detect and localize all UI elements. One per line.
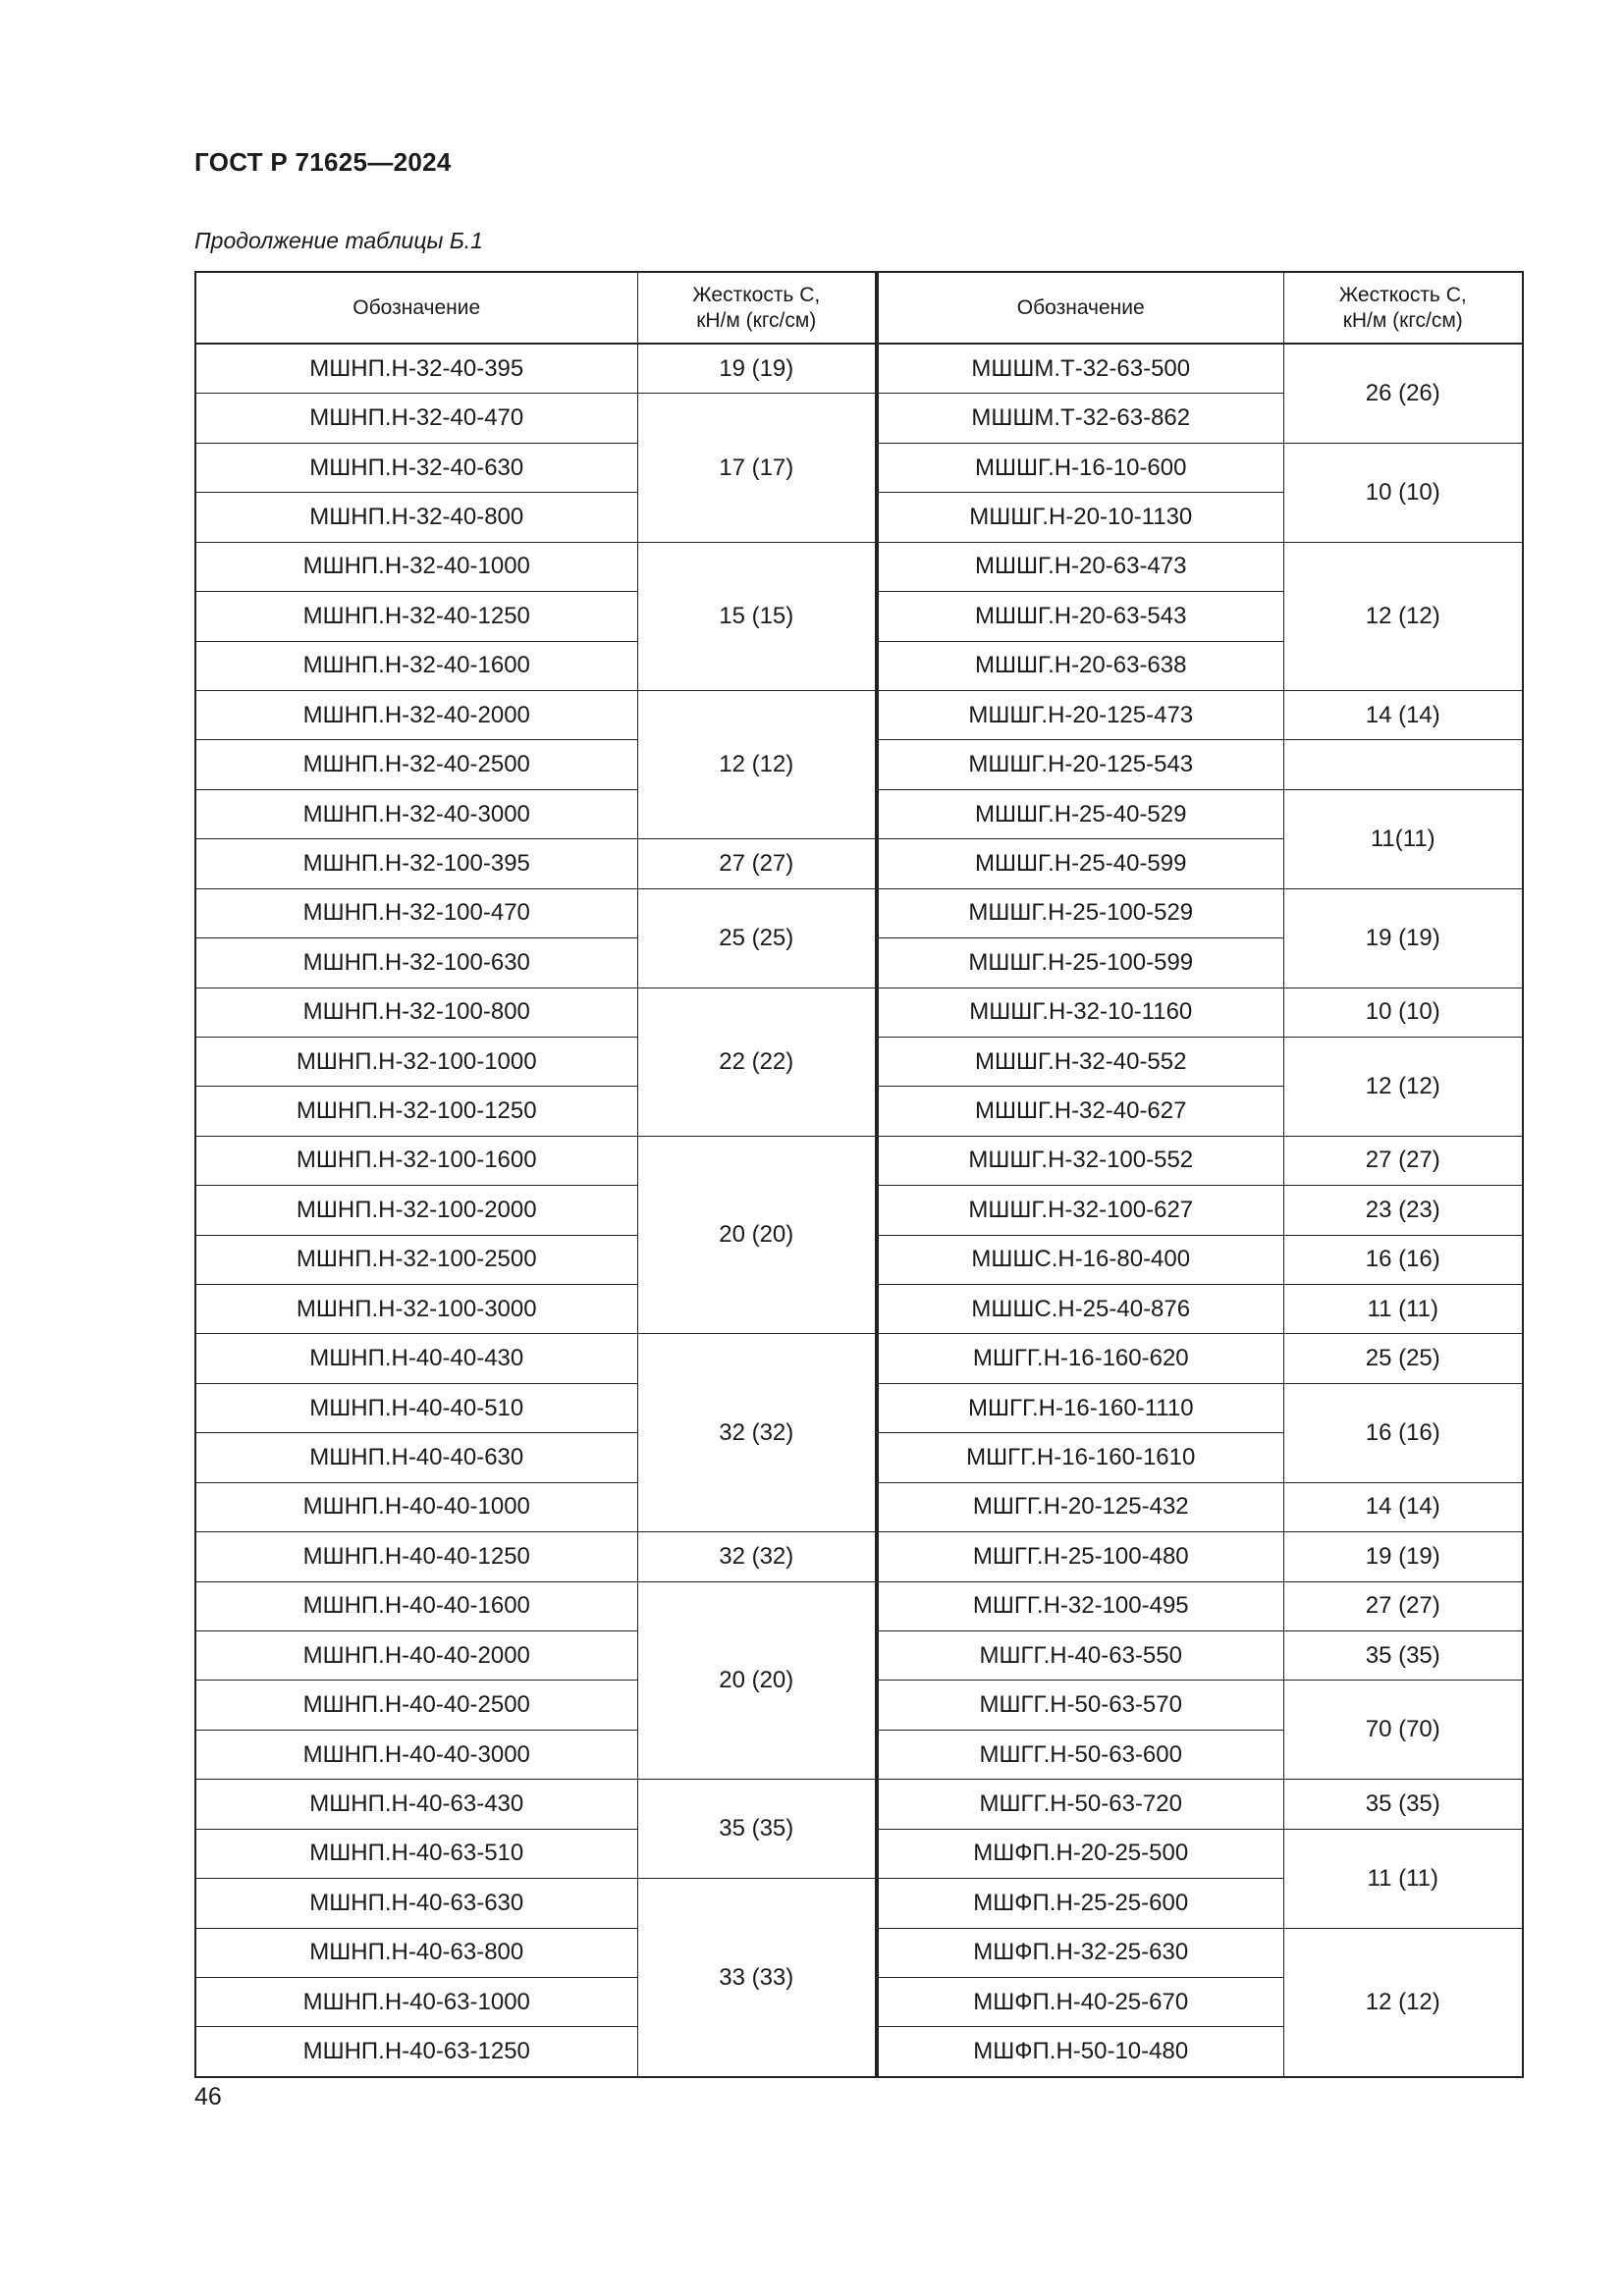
designation-cell: МШГГ.Н-20-125-432	[878, 1482, 1283, 1531]
designation-cell: МШГГ.Н-40-63-550	[878, 1630, 1283, 1680]
designation-cell: МШНП.Н-32-40-1250	[195, 592, 637, 641]
table-row	[195, 1334, 876, 1383]
table-row	[878, 740, 1523, 789]
stiffness-cell: 19 (19)	[1283, 888, 1523, 988]
designation-cell: МШНП.Н-40-40-3000	[195, 1730, 637, 1779]
table-row	[878, 1630, 1523, 1680]
stiffness-cell: 16 (16)	[1283, 1383, 1523, 1482]
designation-cell: МШШГ.Н-20-63-638	[878, 641, 1283, 690]
stiffness-cell: 32 (32)	[637, 1334, 876, 1532]
table-row	[878, 888, 1523, 937]
designation-cell: МШНП.Н-32-40-3000	[195, 789, 637, 838]
stiffness-cell: 20 (20)	[637, 1136, 876, 1334]
designation-cell: МШШГ.Н-25-40-529	[878, 789, 1283, 838]
designation-cell: МШШС.Н-16-80-400	[878, 1235, 1283, 1284]
designation-cell: МШГГ.Н-32-100-495	[878, 1581, 1283, 1630]
table-header-row	[878, 272, 1523, 344]
designation-cell: МШШГ.Н-25-40-599	[878, 839, 1283, 888]
stiffness-cell: 27 (27)	[1283, 1581, 1523, 1630]
table-row	[195, 988, 876, 1037]
table-row	[878, 1235, 1523, 1284]
table-row	[878, 690, 1523, 739]
page-number: 46	[194, 2083, 222, 2110]
designation-cell: МШНП.Н-40-63-1000	[195, 1977, 637, 2026]
designation-cell: МШНП.Н-32-40-1000	[195, 542, 637, 591]
designation-cell: МШНП.Н-32-40-2500	[195, 740, 637, 789]
designation-cell: МШГГ.Н-16-160-1610	[878, 1433, 1283, 1482]
table-row	[878, 1482, 1523, 1531]
table-row	[878, 988, 1523, 1037]
table-row	[878, 1681, 1523, 1730]
table-row	[878, 1383, 1523, 1432]
stiffness-cell: 27 (27)	[1283, 1136, 1523, 1185]
designation-cell: МШШГ.Н-32-100-627	[878, 1186, 1283, 1235]
document-header: ГОСТ Р 71625—2024	[194, 147, 452, 177]
column-header-stiffness	[637, 272, 876, 344]
table-row	[195, 690, 876, 739]
table-row	[195, 1879, 876, 1928]
designation-cell: МШНП.Н-40-40-1600	[195, 1581, 637, 1630]
designation-cell: МШШС.Н-25-40-876	[878, 1285, 1283, 1334]
stiffness-cell: 33 (33)	[637, 1879, 876, 2077]
designation-cell: МШНП.Н-40-63-630	[195, 1879, 637, 1928]
table-row	[878, 1581, 1523, 1630]
stiffness-cell: 25 (25)	[637, 888, 876, 988]
designation-cell: МШНП.Н-32-40-470	[195, 394, 637, 443]
designation-cell: МШНП.Н-32-100-470	[195, 888, 637, 937]
column-header-stiffness-line1: Жесткость С,	[1338, 284, 1467, 307]
stiffness-cell: 12 (12)	[1283, 1037, 1523, 1136]
table-row	[878, 1829, 1523, 1878]
designation-cell: МШНП.Н-40-63-510	[195, 1829, 637, 1878]
stiffness-cell: 14 (14)	[1283, 1482, 1523, 1531]
designation-cell: МШНП.Н-32-100-1250	[195, 1087, 637, 1136]
designation-cell: МШШГ.Н-25-100-599	[878, 938, 1283, 988]
designation-cell: МШНП.Н-32-100-3000	[195, 1285, 637, 1334]
designation-cell: МШШГ.Н-25-100-529	[878, 888, 1283, 937]
table-row	[195, 542, 876, 591]
table-row	[878, 789, 1523, 838]
stiffness-cell: 15 (15)	[637, 542, 876, 690]
stiffness-cell: 25 (25)	[1283, 1334, 1523, 1383]
designation-cell: МШНП.Н-32-100-395	[195, 839, 637, 888]
stiffness-cell: 11 (11)	[1283, 1285, 1523, 1334]
designation-cell: МШГГ.Н-50-63-720	[878, 1780, 1283, 1829]
designation-cell: МШФП.Н-32-25-630	[878, 1928, 1283, 1977]
stiffness-cell: 26 (26)	[1283, 344, 1523, 443]
designation-cell: МШНП.Н-40-40-630	[195, 1433, 637, 1482]
designation-cell: МШНП.Н-40-40-510	[195, 1383, 637, 1432]
designation-cell: МШШМ.Т-32-63-862	[878, 394, 1283, 443]
designation-cell: МШШГ.Н-16-10-600	[878, 443, 1283, 492]
designation-cell: МШШГ.Н-32-40-627	[878, 1087, 1283, 1136]
designation-cell: МШШГ.Н-32-40-552	[878, 1037, 1283, 1086]
table-row	[878, 1037, 1523, 1086]
designation-cell: МШШГ.Н-20-63-473	[878, 542, 1283, 591]
designation-cell: МШНП.Н-40-40-430	[195, 1334, 637, 1383]
table-row	[195, 1136, 876, 1185]
stiffness-cell: 70 (70)	[1283, 1681, 1523, 1780]
designation-cell: МШФП.Н-40-25-670	[878, 1977, 1283, 2026]
designation-cell: МШНП.Н-32-100-800	[195, 988, 637, 1037]
column-header-stiffness	[1283, 272, 1523, 344]
table-row	[878, 1334, 1523, 1383]
stiffness-cell: 11(11)	[1283, 789, 1523, 888]
stiffness-cell: 35 (35)	[1283, 1630, 1523, 1680]
designation-cell: МШШГ.Н-20-125-543	[878, 740, 1283, 789]
stiffness-cell: 12 (12)	[637, 690, 876, 838]
table-row	[195, 839, 876, 888]
column-header-designation: Обозначение	[878, 272, 1283, 344]
table-row	[195, 394, 876, 443]
designation-cell: МШШГ.Н-20-125-473	[878, 690, 1283, 739]
designation-cell: МШНП.Н-32-100-1600	[195, 1136, 637, 1185]
table-left-half	[194, 271, 877, 2078]
stiffness-cell: 11 (11)	[1283, 1829, 1523, 1928]
designation-cell: МШНП.Н-40-40-1000	[195, 1482, 637, 1531]
designation-cell: МШНП.Н-32-100-630	[195, 938, 637, 988]
designation-cell: МШНП.Н-40-63-1250	[195, 2027, 637, 2077]
stiffness-cell: 19 (19)	[1283, 1532, 1523, 1581]
table-row	[195, 1780, 876, 1829]
designation-cell: МШШМ.Т-32-63-500	[878, 344, 1283, 394]
designation-cell: МШНП.Н-32-100-2000	[195, 1186, 637, 1235]
designation-cell: МШНП.Н-40-63-800	[195, 1928, 637, 1977]
designation-cell: МШГГ.Н-16-160-1110	[878, 1383, 1283, 1432]
table-row	[878, 344, 1523, 394]
stiffness-cell: 20 (20)	[637, 1581, 876, 1780]
column-header-stiffness-line2: кН/м (кгс/см)	[696, 308, 817, 332]
designation-cell: МШШГ.Н-20-10-1130	[878, 493, 1283, 542]
stiffness-cell: 14 (14)	[1283, 690, 1523, 739]
table-row	[878, 443, 1523, 492]
designation-cell: МШШГ.Н-32-100-552	[878, 1136, 1283, 1185]
stiffness-cell: 35 (35)	[1283, 1780, 1523, 1829]
table-caption: Продолжение таблицы Б.1	[194, 228, 483, 253]
table-row	[195, 888, 876, 937]
stiffness-cell: 12 (12)	[1283, 1928, 1523, 2077]
table-header-row	[195, 272, 876, 344]
designation-cell: МШНП.Н-40-40-1250	[195, 1532, 637, 1581]
table-row	[878, 1532, 1523, 1581]
column-header-stiffness-line1: Жесткость С,	[692, 284, 821, 307]
designation-cell: МШНП.Н-32-100-2500	[195, 1235, 637, 1284]
designation-cell: МШГГ.Н-50-63-570	[878, 1681, 1283, 1730]
stiffness-cell	[1283, 740, 1523, 789]
designation-cell: МШГГ.Н-16-160-620	[878, 1334, 1283, 1383]
stiffness-cell: 22 (22)	[637, 988, 876, 1136]
designation-cell: МШНП.Н-32-40-2000	[195, 690, 637, 739]
stiffness-cell: 23 (23)	[1283, 1186, 1523, 1235]
designation-cell: МШШГ.Н-32-10-1160	[878, 988, 1283, 1037]
designation-cell: МШНП.Н-40-40-2000	[195, 1630, 637, 1680]
stiffness-cell: 16 (16)	[1283, 1235, 1523, 1284]
table-row	[878, 1928, 1523, 1977]
designation-cell: МШНП.Н-32-40-1600	[195, 641, 637, 690]
table-row	[878, 1780, 1523, 1829]
designation-cell: МШФП.Н-50-10-480	[878, 2027, 1283, 2077]
designation-cell: МШГГ.Н-50-63-600	[878, 1730, 1283, 1779]
column-header-stiffness-line2: кН/м (кгс/см)	[1342, 308, 1463, 332]
stiffness-cell: 27 (27)	[637, 839, 876, 888]
table-row	[195, 344, 876, 394]
designation-cell: МШНП.Н-40-40-2500	[195, 1681, 637, 1730]
stiffness-cell: 19 (19)	[637, 344, 876, 394]
column-header-designation: Обозначение	[195, 272, 637, 344]
stiffness-cell: 17 (17)	[637, 394, 876, 542]
table-right-half	[877, 271, 1524, 2078]
designation-cell: МШГГ.Н-25-100-480	[878, 1532, 1283, 1581]
designation-cell: МШФП.Н-25-25-600	[878, 1879, 1283, 1928]
table-row	[878, 1285, 1523, 1334]
designation-cell: МШНП.Н-32-40-630	[195, 443, 637, 492]
stiffness-table	[194, 271, 1522, 2078]
table-row	[195, 1581, 876, 1630]
designation-cell: МШНП.Н-32-40-395	[195, 344, 637, 394]
stiffness-cell: 35 (35)	[637, 1780, 876, 1879]
designation-cell: МШШГ.Н-20-63-543	[878, 592, 1283, 641]
table-body-left	[195, 344, 876, 2077]
designation-cell: МШНП.Н-32-100-1000	[195, 1037, 637, 1086]
designation-cell: МШНП.Н-32-40-800	[195, 493, 637, 542]
table-row	[878, 1136, 1523, 1185]
table-row	[878, 542, 1523, 591]
stiffness-cell: 12 (12)	[1283, 542, 1523, 690]
table-body-right	[878, 344, 1523, 2077]
table-row	[878, 1186, 1523, 1235]
table-row	[195, 1532, 876, 1581]
stiffness-cell: 32 (32)	[637, 1532, 876, 1581]
designation-cell: МШНП.Н-40-63-430	[195, 1780, 637, 1829]
stiffness-cell: 10 (10)	[1283, 443, 1523, 542]
stiffness-cell: 10 (10)	[1283, 988, 1523, 1037]
designation-cell: МШФП.Н-20-25-500	[878, 1829, 1283, 1878]
